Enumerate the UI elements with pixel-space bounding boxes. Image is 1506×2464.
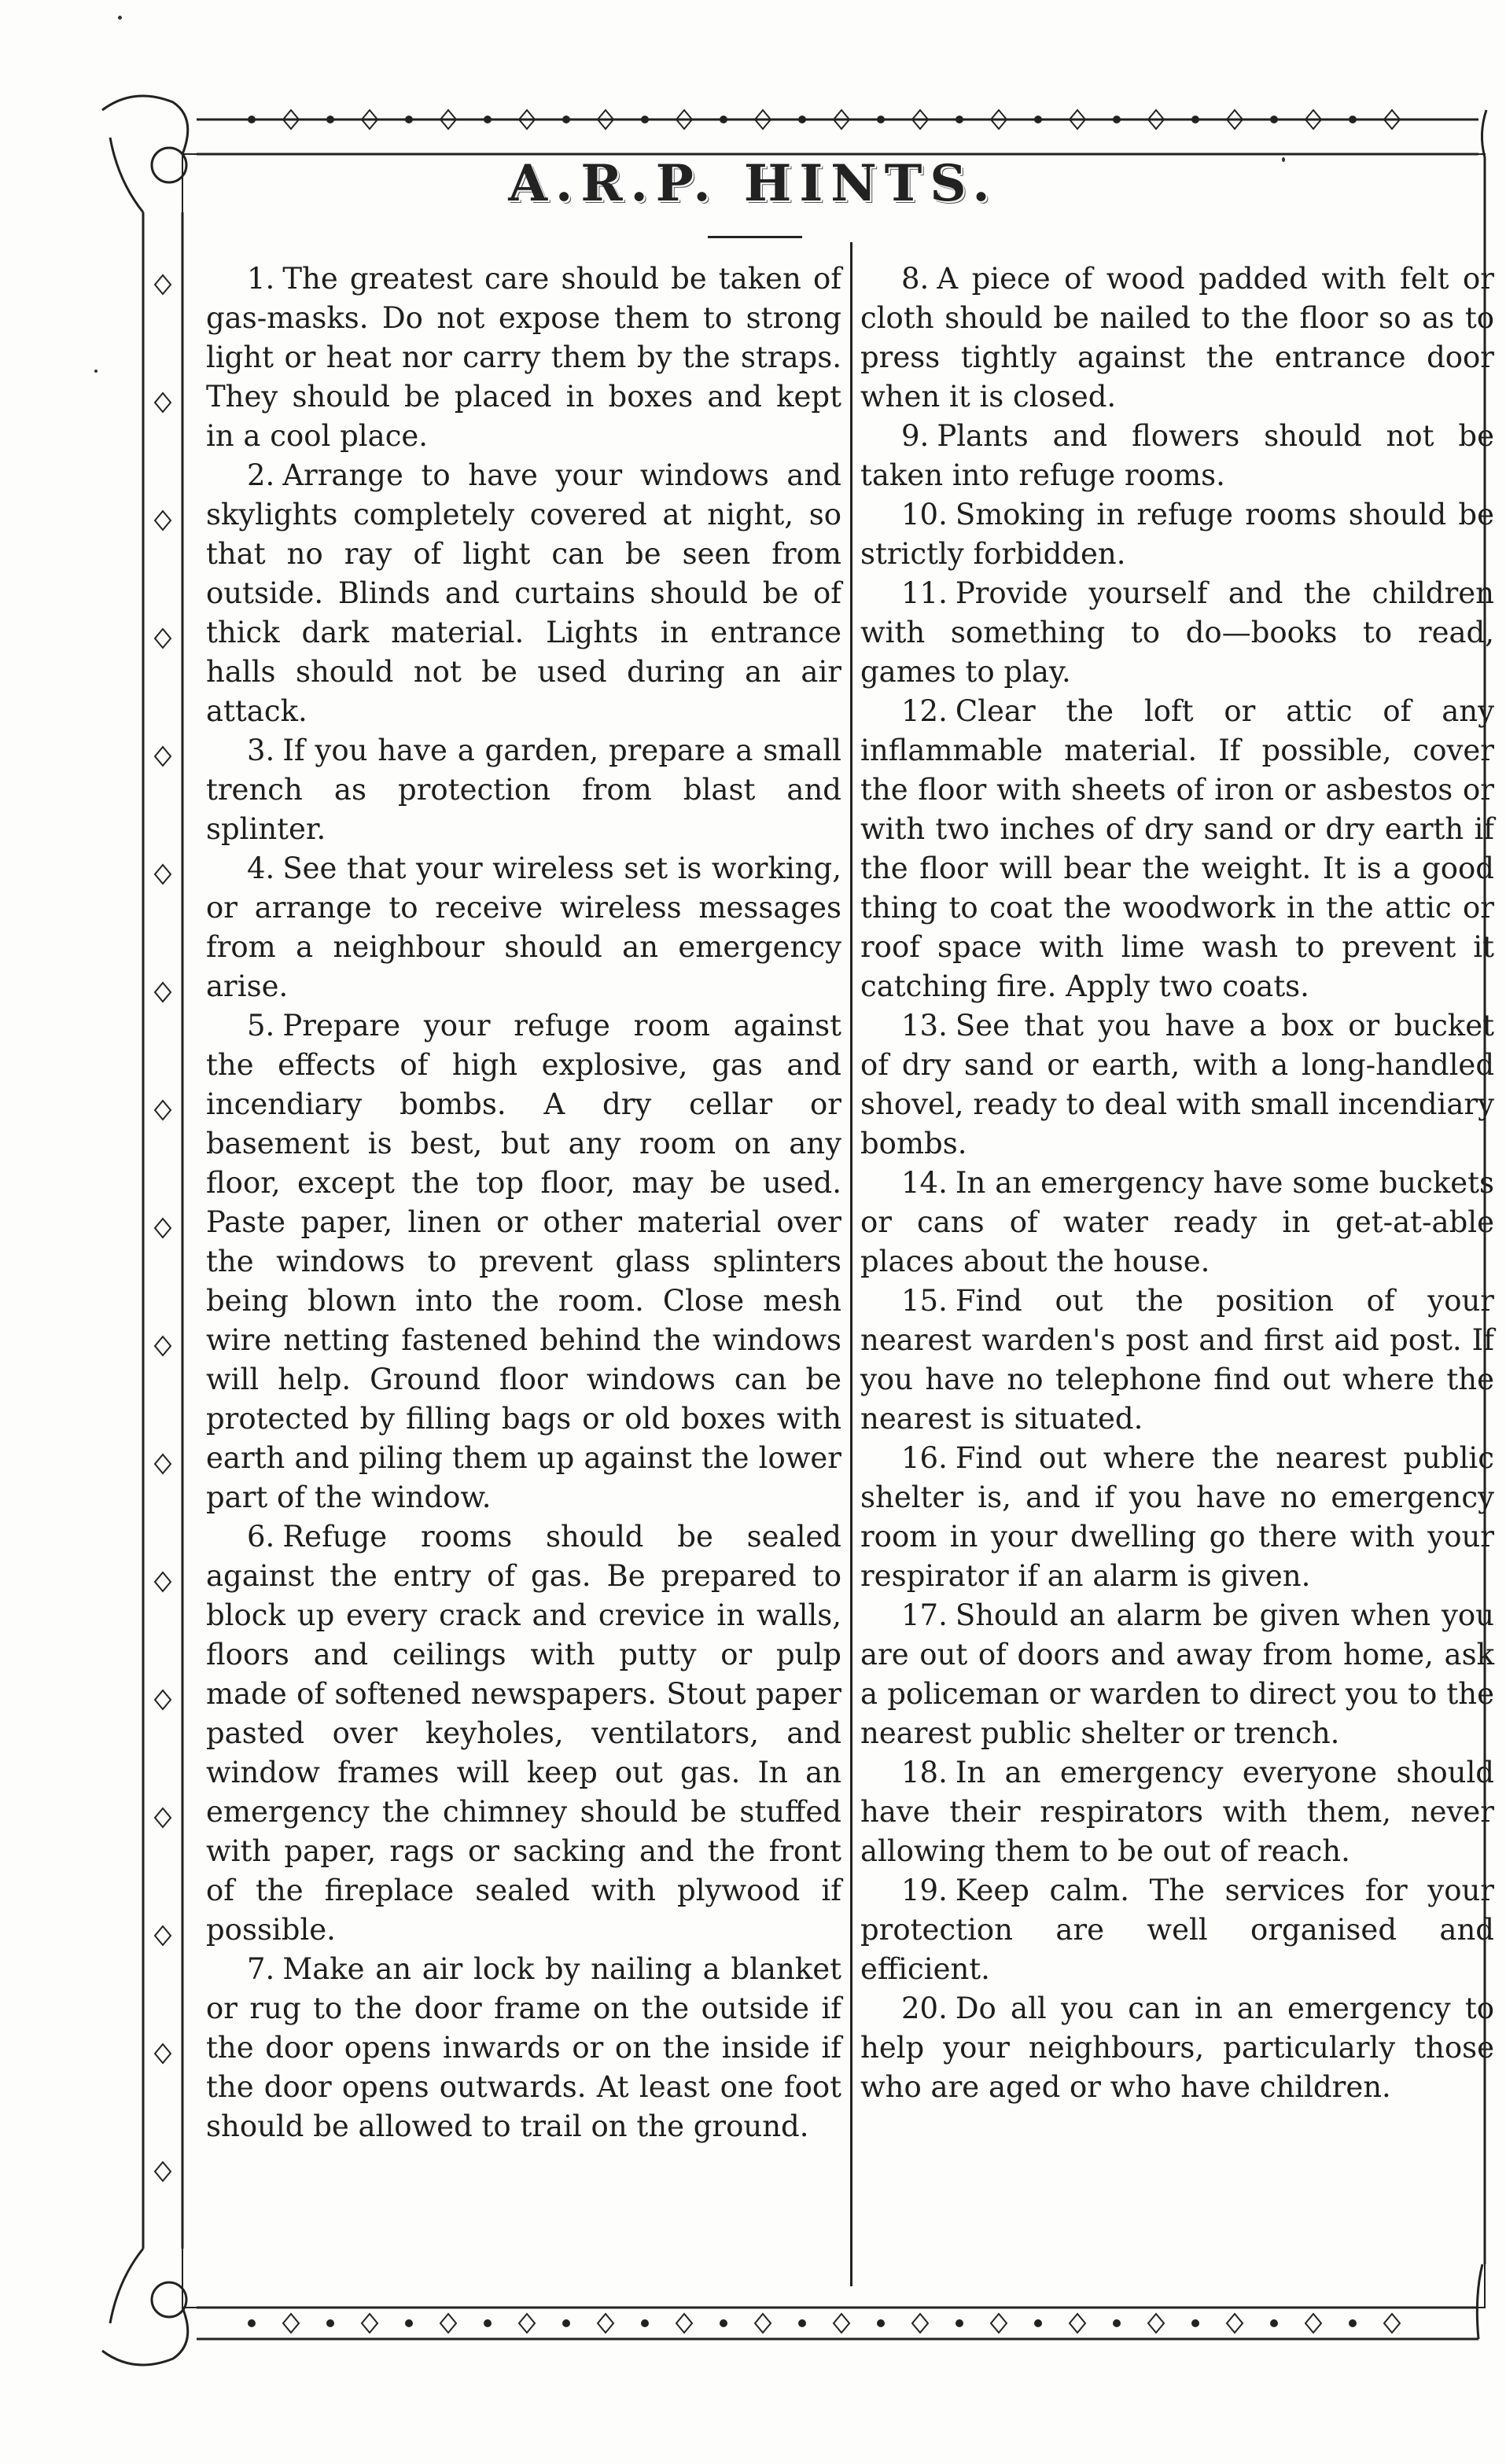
title-underline	[708, 236, 802, 238]
hint-7: 7. Make an air lock by nailing a blanket or rug to the door frame on the outside if the door opens inwards or on the inside if the door opens outwards. At least one foot should be allowed to trail on the ground.	[206, 1952, 841, 2143]
hint-5: 5. Prepare your refuge room against the effects of high explosive, gas and incendiary bombs. A dry cellar or basement is best, but any room on any floor, except the top floor, may be used. Paste paper, linen or other material over the windows to prevent glass splinters being blown into the room. Close mesh wire netting fastened behind the windows will help. Ground floor windows can be protected by filling bags or old boxes with earth and piling them up against the lower part of the window.	[206, 1009, 841, 1514]
hint-16: 16. Find out where the nearest public shelter is, and if you have no emergency room in your dwelling go there with your respirator if an alarm is given.	[860, 1441, 1494, 1593]
column-divider	[850, 242, 852, 2286]
hint-12: 12. Clear the loft or attic of any inflammable material. If possible, cover the floor with sheets of iron or asbestos or with two inches of dry sand or dry earth if the floor will bear the weight. It is a good thing to coat the woodwork in the attic or roof space with lime wash to prevent it catching fire. Apply two coats.	[860, 694, 1494, 1003]
hint-19: 19. Keep calm. The services for your protection are well organised and efficient.	[860, 1874, 1494, 1986]
left-column	[206, 259, 841, 2146]
hint-6: 6. Refuge rooms should be sealed against the entry of gas. Be prepared to block up every crack and crevice in walls, floors and ceilings with putty or pulp made of softened newspapers. Stout paper pasted over keyholes, ventilators, and window frames will keep out gas. In an emergency the chimney should be stuffed with paper, rags or sacking and the front of the fireplace sealed with plywood if possible.	[206, 1520, 841, 1947]
hint-4: 4. See that your wireless set is working, or arrange to receive wireless messages from a neighbour should an emergency arise.	[206, 851, 841, 1003]
hint-14: 14. In an emergency have some buckets or cans of water ready in get-at-able places about the house.	[860, 1166, 1494, 1278]
hint-1: 1. The greatest care should be taken of gas-masks. Do not expose them to strong light or heat nor carry them by the straps. They should be placed in boxes and kept in a cool place.	[206, 262, 841, 453]
hint-3: 3. If you have a garden, prepare a small trench as protection from blast and splinter.	[206, 734, 841, 846]
hint-17: 17. Should an alarm be given when you are out of doors and away from home, ask a policeman or warden to direct you to the nearest public shelter or trench.	[860, 1598, 1494, 1750]
hint-10: 10. Smoking in refuge rooms should be strictly forbidden.	[860, 498, 1494, 571]
hint-9: 9. Plants and flowers should not be taken into refuge rooms.	[860, 419, 1494, 492]
hint-2: 2. Arrange to have your windows and skylights completely covered at night, so that no ray of light can be seen from outside. Blinds and curtains should be of thick dark material. Lights in entrance halls should not be used during an air attack.	[206, 458, 841, 728]
hint-13: 13. See that you have a box or bucket of dry sand or earth, with a long-handled shovel, ready to deal with small incendiary bombs.	[860, 1009, 1494, 1160]
paper-speck	[1282, 157, 1285, 162]
paper-speck	[94, 370, 98, 373]
hint-20: 20. Do all you can in an emergency to help your neighbours, particularly those who are aged or who have children.	[860, 1991, 1494, 2104]
hint-8: 8. A piece of wood padded with felt or cloth should be nailed to the floor so as to press tightly against the entrance door when it is closed.	[860, 262, 1494, 414]
right-column	[860, 259, 1494, 2107]
hint-18: 18. In an emergency everyone should have their respirators with them, never allowing them to be out of reach.	[860, 1756, 1494, 1868]
paper-speck	[118, 16, 122, 20]
page-title: A.R.P. HINTS.	[508, 154, 998, 213]
hint-15: 15. Find out the position of your nearest warden's post and first aid post. If you have no telephone find out where the nearest is situated.	[860, 1284, 1494, 1436]
hint-11: 11. Provide yourself and the children with something to do—books to read, games to play.	[860, 576, 1494, 689]
